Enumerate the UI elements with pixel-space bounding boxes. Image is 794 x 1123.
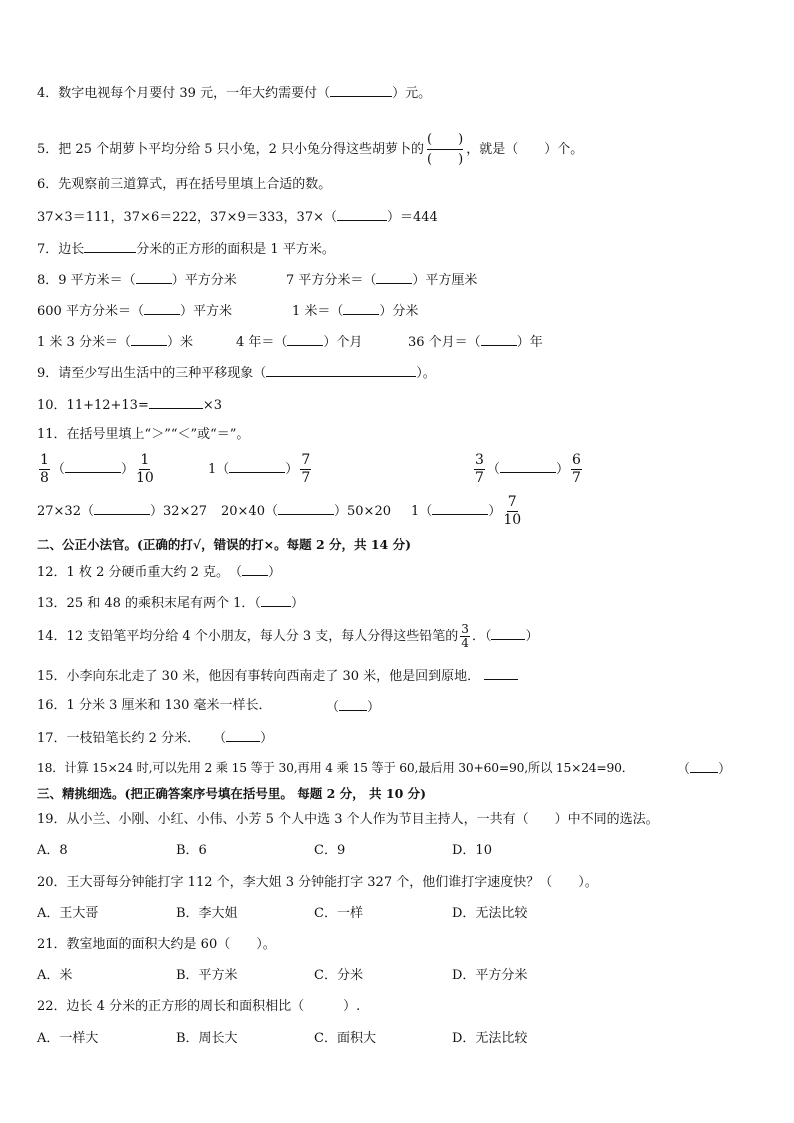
answer-blank[interactable]	[481, 333, 517, 346]
answer-blank[interactable]	[136, 271, 172, 284]
answer-blank[interactable]	[432, 502, 488, 515]
option-c[interactable]: C．一样	[314, 906, 363, 921]
expression: 20×40	[221, 504, 265, 519]
q18-answer	[677, 760, 731, 778]
answer-blank[interactable]	[491, 627, 525, 640]
paren-right: ）	[285, 462, 299, 477]
q9-text: 9．请至少写出生活中的三种平移现象（	[37, 366, 267, 381]
q9-text-end: ）。	[416, 366, 436, 381]
question-8-row-1	[37, 271, 237, 289]
question-15	[37, 667, 518, 685]
q6-equation-text: 37×3＝111，37×6＝222，37×9＝333，37×（	[37, 210, 337, 225]
fraction: $\frac{1}{8}$	[40, 452, 49, 486]
answer-blank[interactable]	[65, 460, 121, 473]
q11-row-1-c	[472, 452, 584, 488]
answer-blank[interactable]	[376, 271, 412, 284]
q14-text: 14．12 支铅笔平均分给 4 个小朋友，每人分 3 支，每人分得这些铅笔的	[37, 629, 459, 644]
question-8-row-2	[37, 302, 232, 320]
answer-blank[interactable]	[690, 760, 718, 773]
paren-right: ）	[555, 462, 569, 477]
paren-right: ）	[718, 762, 732, 777]
paren-left: （	[216, 462, 230, 477]
question-8-row-3	[37, 333, 193, 351]
q10-text-end: ×3	[202, 398, 223, 413]
answer-blank[interactable]	[144, 302, 180, 315]
q7-text: 7．边长	[37, 242, 85, 257]
option-b[interactable]: B．平方米	[176, 968, 238, 983]
number: 1	[208, 462, 217, 477]
option-b[interactable]: B．6	[176, 843, 207, 858]
question-6: 6．先观察前三道算式，再在括号里填上合适的数。	[37, 177, 332, 192]
q4-text: 4．数字电视每个月要付 39 元，一年大约需要付（	[37, 86, 331, 101]
option-d[interactable]: D．无法比较	[452, 1031, 528, 1046]
answer-blank[interactable]	[330, 84, 392, 97]
answer-blank[interactable]	[266, 364, 416, 377]
question-5	[37, 130, 583, 169]
q4-text-end: ）元。	[392, 86, 432, 101]
q14-text-end: ．（	[471, 629, 492, 644]
paren-right: ）	[525, 629, 539, 644]
fraction-blank[interactable]	[427, 130, 463, 169]
q8-text: ）米	[166, 335, 193, 350]
question-12	[37, 563, 281, 581]
paren-left: （	[326, 700, 340, 715]
question-10	[37, 396, 222, 414]
q10-text: 10．11+12+13=	[37, 398, 149, 413]
number: 1	[411, 504, 420, 519]
question-8-row-3-b	[236, 333, 362, 351]
answer-blank[interactable]	[287, 333, 323, 346]
q8-text: 8．9 平方米＝（	[37, 273, 136, 288]
q12-text: 12．1 枚 2 分硬币重大约 2 克。 （	[37, 565, 243, 580]
answer-blank[interactable]	[484, 667, 518, 680]
section-2-heading: 二、公正小法官。(正确的打√，错误的打×。每题 2 分，共 14 分)	[37, 537, 412, 552]
option-b[interactable]: B．周长大	[176, 1031, 238, 1046]
q8-text: ）个月	[323, 335, 363, 350]
paren-left: （	[264, 504, 278, 519]
option-c[interactable]: C．9	[314, 843, 346, 858]
paren-left: （	[677, 762, 691, 777]
paren-left: （	[419, 504, 433, 519]
q5-text: 5．把 25 个胡萝卜平均分给 5 只小兔，2 只小兔分得这些胡萝卜的	[37, 142, 425, 157]
answer-blank[interactable]	[278, 502, 334, 515]
q11-row-1-b	[208, 452, 313, 488]
answer-blank[interactable]	[149, 396, 203, 409]
question-7	[37, 240, 335, 258]
question-17	[37, 729, 273, 747]
q17-text: 17．一枝铅笔长约 2 分米． （	[37, 731, 227, 746]
question-18	[37, 760, 634, 776]
q8-text: ）分米	[379, 304, 419, 319]
question-9	[37, 364, 436, 382]
q8-text: 36 个月＝（	[408, 335, 481, 350]
answer-blank[interactable]	[339, 698, 367, 711]
question-19: 19．从小兰、小刚、小红、小伟、小芳 5 个人中选 3 个人作为节目主持人，一共有（ ）中不同的选法。	[37, 812, 659, 827]
answer-blank[interactable]	[131, 333, 167, 346]
q6-equation-end: ）＝444	[387, 210, 438, 225]
answer-blank[interactable]	[500, 460, 556, 473]
question-13	[37, 594, 304, 612]
question-22: 22．边长 4 分米的正方形的周长和面积相比（ ）.	[37, 999, 361, 1014]
q6-equations	[37, 208, 438, 226]
paren-left: （	[80, 504, 94, 519]
fraction: $\frac{3}{4}$	[461, 622, 469, 650]
option-a[interactable]: A．米	[37, 968, 73, 983]
option-a[interactable]: A．王大哥	[37, 906, 99, 921]
q18-text: 18．计算 15×24 时,可以先用 2 乘 15 等于 30,再用 4 乘 15 等于 60,最后用 30+60=90,所以 15×24=90．	[37, 761, 634, 775]
fraction: $\frac{7}{10}$	[503, 494, 522, 528]
fraction: $\frac{1}{10}$	[135, 452, 154, 486]
fraction-numerator-blank: ( )	[427, 130, 463, 150]
answer-blank[interactable]	[94, 502, 150, 515]
question-8-row-3-c	[408, 333, 543, 351]
question-4	[37, 84, 431, 102]
expression: 32×27	[163, 504, 207, 519]
option-b[interactable]: B．李大姐	[176, 906, 238, 921]
q8-text: 1 米＝（	[292, 304, 344, 319]
question-8-row-2-b	[292, 302, 418, 320]
expression: 27×32	[37, 504, 81, 519]
q8-text: ）年	[516, 335, 543, 350]
paren-right: ）	[268, 565, 282, 580]
q8-text: 600 平方分米＝（	[37, 304, 144, 319]
fraction: $\frac{7}{7}$	[301, 452, 311, 486]
answer-blank[interactable]	[229, 460, 285, 473]
paren-right: ）	[260, 731, 274, 746]
fraction-denominator-blank: ( )	[427, 152, 464, 167]
paren-right: ）	[120, 462, 134, 477]
q8-text: 4 年＝（	[236, 335, 288, 350]
q7-text-end: 分米的正方形的面积是 1 平方米。	[136, 242, 335, 257]
q8-text: 7 平方分米＝（	[286, 273, 377, 288]
option-d[interactable]: D．无法比较	[452, 906, 528, 921]
q16-answer	[326, 698, 380, 716]
option-c[interactable]: C．分米	[314, 968, 363, 983]
answer-blank[interactable]	[226, 729, 260, 742]
answer-blank[interactable]	[337, 208, 387, 221]
q13-text: 13．25 和 48 的乘积末尾有两个 1．（	[37, 596, 261, 611]
q5-text-end: ，就是（ ）个。	[466, 142, 584, 157]
question-21: 21．教室地面的面积大约是 60（ ）。	[37, 937, 276, 952]
q8-text: 1 米 3 分米＝（	[37, 335, 131, 350]
q8-text: ）平方分米	[171, 273, 237, 288]
paren-right: ）	[150, 504, 164, 519]
option-a[interactable]: A．一样大	[37, 1031, 99, 1046]
question-20: 20．王大哥每分钟能打字 112 个，李大姐 3 分钟能打字 327 个，他们谁打字速度快？（ ）。	[37, 875, 598, 890]
paren-left: （	[486, 462, 500, 477]
answer-blank[interactable]	[242, 563, 268, 576]
fraction: $\frac{3}{7}$	[475, 452, 484, 486]
fraction: $\frac{6}{7}$	[571, 452, 581, 486]
q16-text: 16．1 分米 3 厘米和 130 毫米一样长．	[37, 698, 272, 713]
answer-blank[interactable]	[84, 240, 136, 253]
answer-blank[interactable]	[343, 302, 379, 315]
question-8-row-1-b	[286, 271, 477, 289]
answer-blank[interactable]	[261, 594, 291, 607]
paren-right: ）	[334, 504, 348, 519]
option-d[interactable]: D．平方分米	[452, 968, 528, 983]
option-a[interactable]: A．8	[37, 843, 68, 858]
question-16	[37, 698, 272, 714]
option-c[interactable]: C．面积大	[314, 1031, 376, 1046]
paren-right: ）	[367, 700, 381, 715]
paren-right: ）	[488, 504, 502, 519]
paren-right: ）	[290, 596, 304, 611]
expression: 50×20	[347, 504, 391, 519]
q15-text: 15．小李向东北走了 30 米，他因有事转向西南走了 30 米，他是回到原地．	[37, 669, 481, 684]
section-3-heading: 三、精挑细选。(把正确答案序号填在括号里。 每题 2 分， 共 10 分)	[37, 786, 427, 801]
q11-row-1-a	[37, 452, 156, 488]
option-d[interactable]: D．10	[452, 843, 492, 858]
q11-row-2	[37, 494, 523, 530]
q8-text: ）平方厘米	[412, 273, 478, 288]
q8-text: ）平方米	[179, 304, 232, 319]
paren-left: （	[51, 462, 65, 477]
question-11: 11．在括号里填上“＞”“＜”或“＝”。	[37, 427, 250, 442]
question-14	[37, 622, 538, 652]
